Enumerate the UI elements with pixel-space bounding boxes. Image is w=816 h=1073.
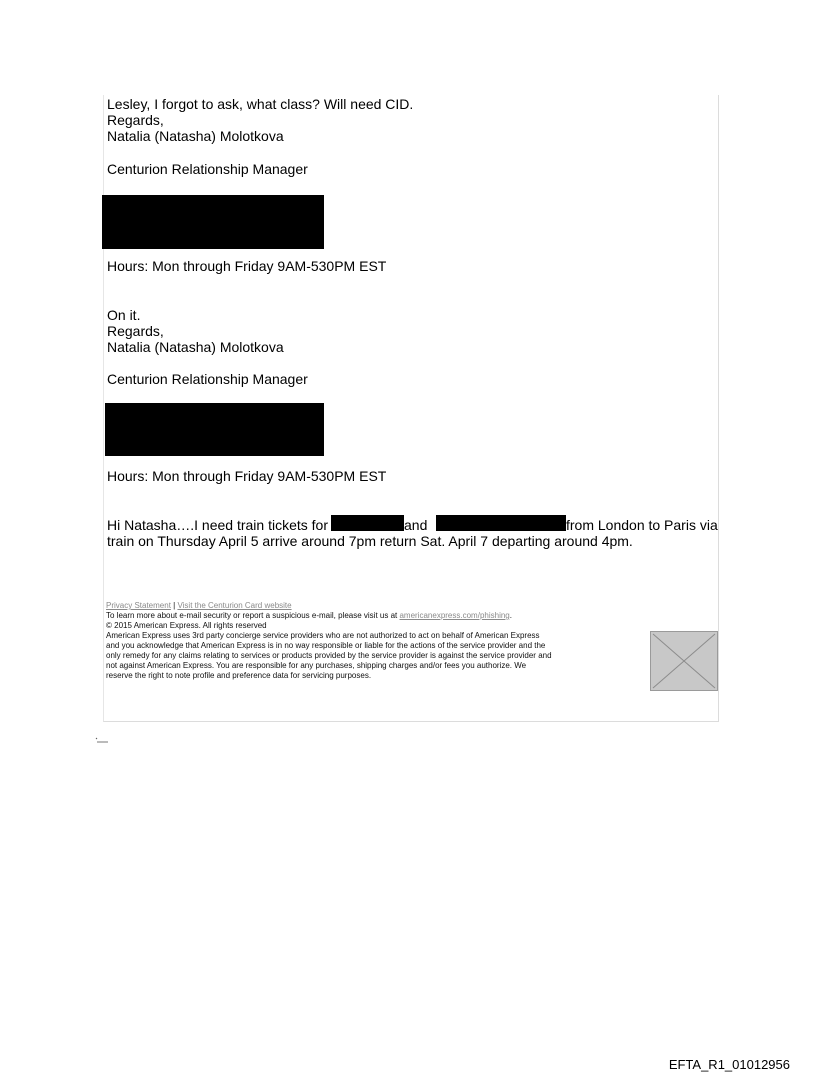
document-stamp: EFTA_R1_01012956	[668, 1057, 790, 1072]
msg1-hours: Hours: Mon through Friday 9AM-530PM EST	[107, 258, 387, 274]
msg1-line1: Lesley, I forgot to ask, what class? Will need CID.	[107, 96, 414, 112]
disclaimer-line: not against American Express. You are responsible for any purchases, shipping charges and/or fees you authorize. We	[106, 661, 527, 670]
image-placeholder-cross	[651, 632, 717, 690]
footer-links	[106, 601, 292, 611]
small-mark-icon	[95, 737, 109, 743]
redaction-block	[105, 403, 324, 456]
disclaimer-line: reserve the right to note profile and preference data for servicing purposes.	[106, 671, 372, 680]
msg3-part2: and	[404, 517, 428, 533]
security-line	[106, 611, 512, 621]
msg2-regards: Regards,	[107, 323, 164, 339]
redaction-block	[102, 195, 324, 249]
msg2-line1: On it.	[107, 307, 141, 323]
centurion-website-link[interactable]: Visit the Centurion Card website	[177, 601, 292, 610]
msg1-signature-name: Natalia (Natasha) Molotkova	[107, 128, 284, 144]
phishing-link[interactable]: americanexpress.com/phishing	[399, 611, 510, 620]
redaction-block	[436, 515, 566, 531]
disclaimer-line: American Express uses 3rd party concierge service providers who are not authorized to act on behalf of American Express	[106, 631, 540, 640]
msg2-hours: Hours: Mon through Friday 9AM-530PM EST	[107, 468, 387, 484]
link-separator: |	[170, 601, 178, 610]
broken-image-icon	[650, 631, 718, 691]
security-text: To learn more about e-mail security or report a suspicious e-mail, please visit us at	[106, 611, 400, 620]
msg2-signature-name: Natalia (Natasha) Molotkova	[107, 339, 284, 355]
security-end: .	[509, 611, 512, 620]
msg3-part1: Hi Natasha….I need train tickets for	[107, 517, 328, 533]
msg1-signature-title: Centurion Relationship Manager	[107, 161, 308, 177]
msg2-signature-title: Centurion Relationship Manager	[107, 371, 308, 387]
disclaimer-line: and you acknowledge that American Express is in no way responsible or liable for the actions of the service provider and the	[106, 641, 546, 650]
copyright: © 2015 American Express. All rights reserved	[106, 621, 267, 630]
msg3-part3: from London to Paris via	[566, 517, 718, 533]
redaction-block	[331, 515, 404, 531]
msg3-line2: train on Thursday April 5 arrive around 7pm return Sat. April 7 departing around 4pm.	[107, 533, 633, 549]
disclaimer-line: only remedy for any claims relating to services or products provided by the service provider is against the service provider and	[106, 651, 552, 660]
msg1-regards: Regards,	[107, 112, 164, 128]
privacy-statement-link[interactable]: Privacy Statement	[106, 601, 171, 610]
